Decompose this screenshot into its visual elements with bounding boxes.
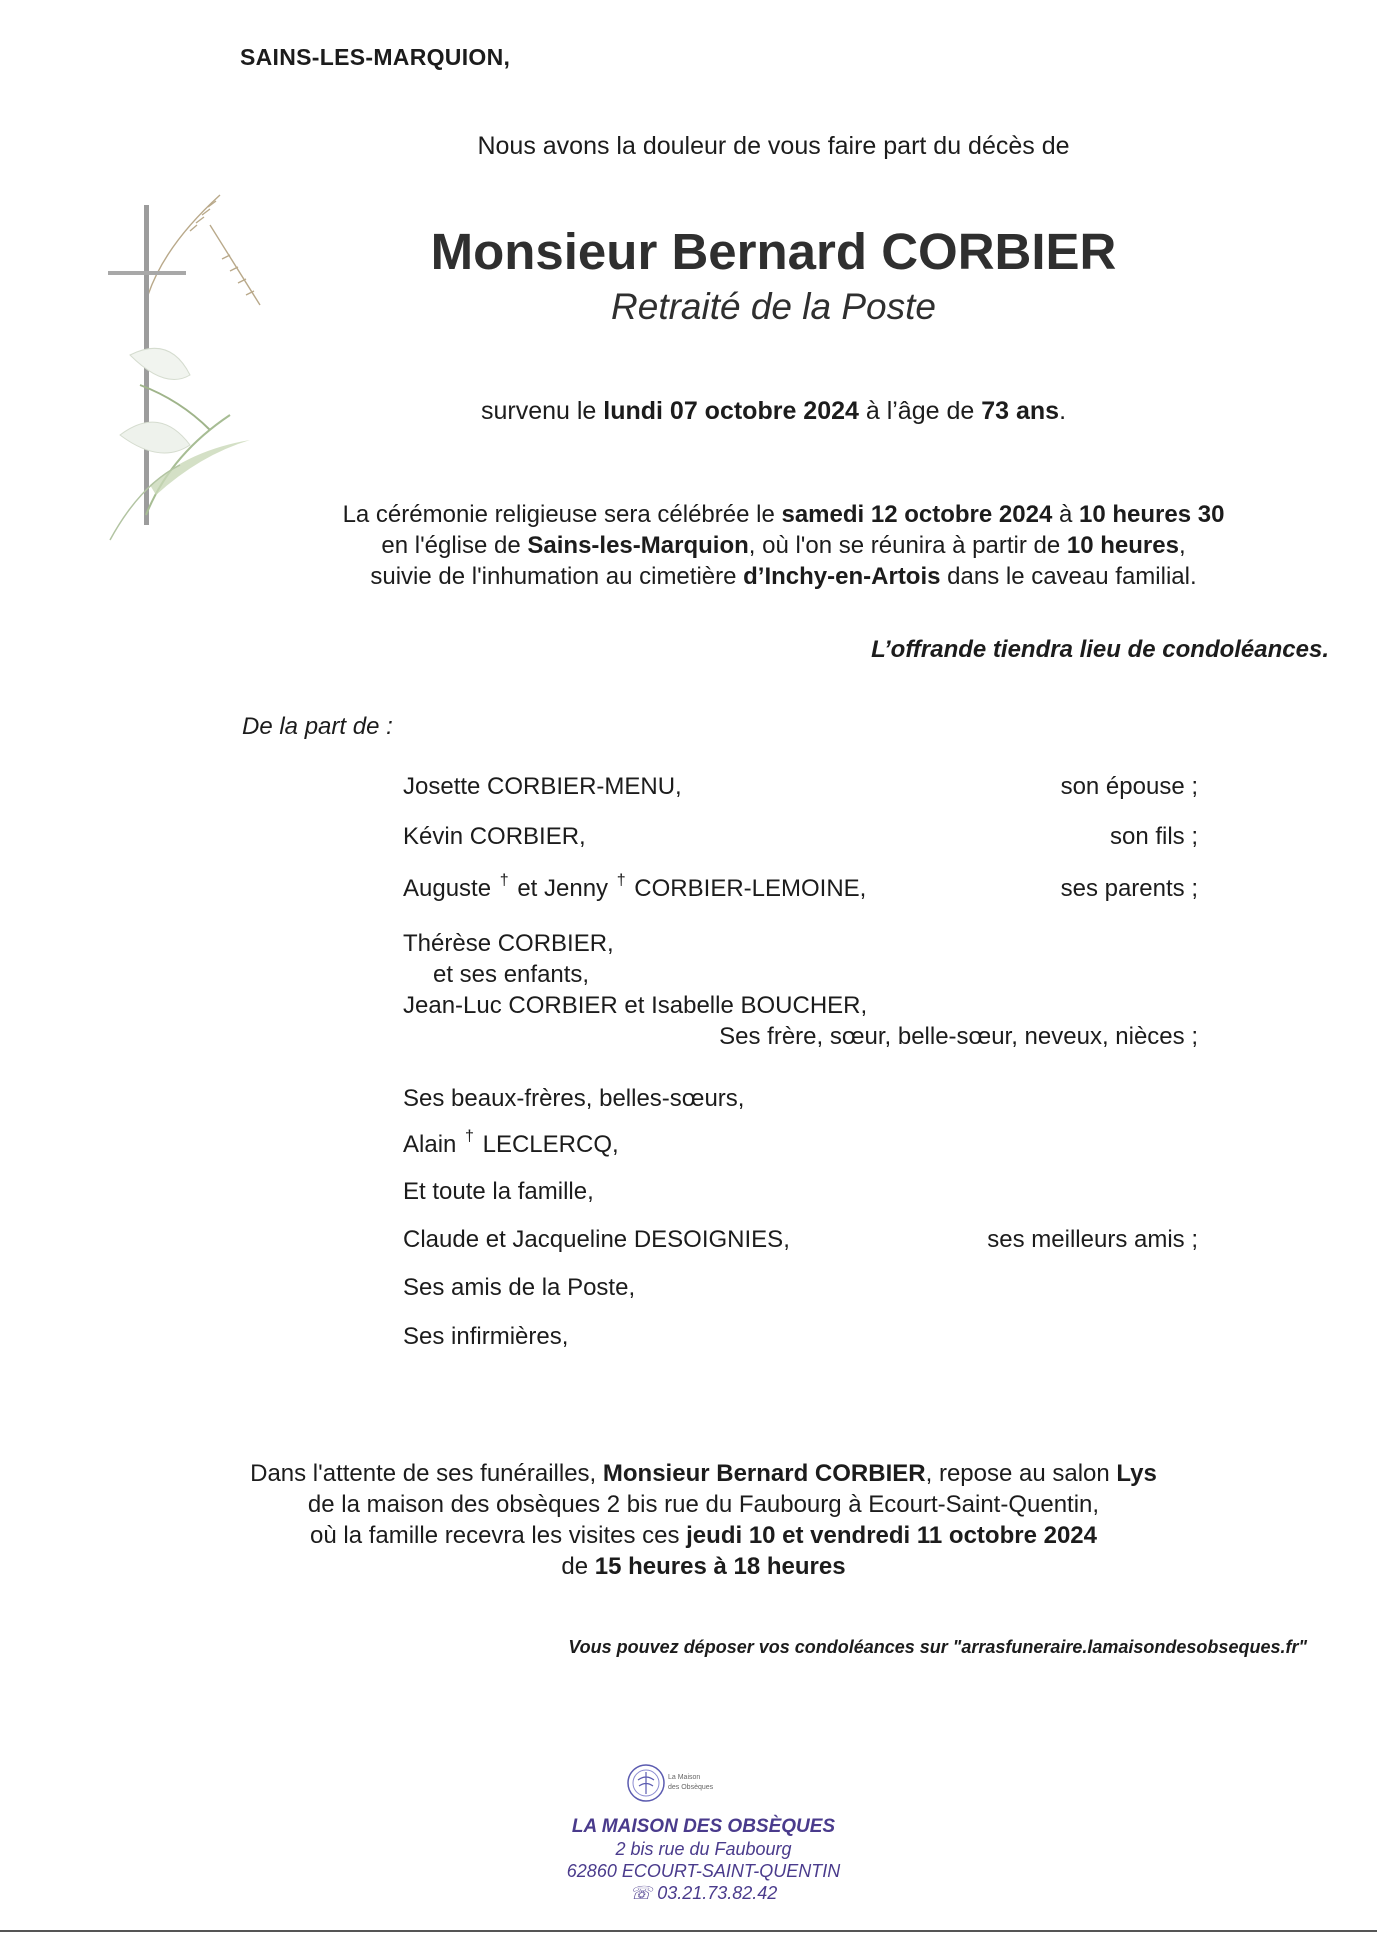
- family-name: [403, 1128, 619, 1159]
- family-relation: ses parents ;: [1060, 875, 1198, 902]
- ceremony-line-2: [190, 530, 1377, 561]
- deceased-name: Monsieur Bernard CORBIER: [430, 223, 1117, 280]
- offrande-note: L’offrande tiendra lieu de condoléances.: [871, 636, 1329, 663]
- family-row-poste: [403, 1274, 1198, 1302]
- visit-line-4: [30, 1551, 1377, 1582]
- family-name: Kévin CORBIER,: [403, 823, 586, 850]
- visit-deceased-name: Monsieur Bernard CORBIER: [602, 1460, 926, 1487]
- parents-surname: CORBIER-LEMOINE,: [627, 875, 867, 902]
- logo-text: La Maison: [668, 1774, 701, 1781]
- family-name: Thérèse CORBIER,: [403, 930, 614, 957]
- ceremony-time: 10 heures 30: [1078, 501, 1225, 528]
- ceremony-text: en l'église de: [381, 532, 528, 559]
- family-name: Jean-Luc CORBIER et Isabelle BOUCHER,: [403, 992, 868, 1019]
- visit-text: , repose au salon: [925, 1460, 1117, 1487]
- gathering-time: 10 heures: [1066, 532, 1179, 559]
- visit-line-2: de la maison des obsèques 2 bis rue du Faubourg à Ecourt-Saint-Quentin,: [307, 1491, 1100, 1518]
- family-row-famille: [403, 1178, 1198, 1206]
- family-name: Claude et Jacqueline DESOIGNIES,: [403, 1226, 790, 1253]
- funeral-visit-info: [0, 1458, 1377, 1582]
- family-name: Ses infirmières,: [403, 1323, 569, 1350]
- death-age: 73 ans: [981, 397, 1060, 425]
- parent-father: Auguste: [403, 875, 492, 902]
- ceremony-text: , où l'on se réunira à partir de: [748, 532, 1067, 559]
- logo-text: des Obsèques: [668, 1784, 714, 1791]
- deceased-cross-icon: †: [465, 1128, 474, 1145]
- family-row-infirmieres: [403, 1323, 1198, 1351]
- family-row-beaux: [403, 1085, 1198, 1113]
- alain-last: LECLERCQ,: [475, 1131, 619, 1158]
- town-header: SAINS-LES-MARQUION,: [240, 44, 511, 70]
- visit-hours: 15 heures à 18 heures: [594, 1553, 846, 1580]
- family-relation: Ses frère, sœur, belle-sœur, neveux, nièces ;: [719, 1023, 1198, 1050]
- visit-text: Dans l'attente de ses funérailles,: [250, 1460, 603, 1487]
- family-name: Ses beaux-frères, belles-sœurs,: [403, 1085, 745, 1112]
- visit-text: de: [561, 1553, 595, 1580]
- visit-dates: jeudi 10 et vendredi 11 octobre 2024: [686, 1522, 1097, 1549]
- family-row-claude: [403, 1226, 1198, 1254]
- death-middle: à l’âge de: [858, 397, 982, 425]
- page-bottom-divider: [0, 1930, 1377, 1932]
- online-condolences-note: Vous pouvez déposer vos condoléances sur "arrasfuneraire.lamaisondesobseques.fr": [568, 1637, 1307, 1657]
- family-row-parents: [403, 872, 1198, 903]
- family-name: Josette CORBIER-MENU,: [403, 773, 682, 800]
- visit-line-3: [30, 1520, 1377, 1551]
- family-row-josette: [403, 773, 1198, 801]
- funeral-home-phone: [30, 1882, 1377, 1904]
- visit-text: où la famille recevra les visites ces: [310, 1522, 687, 1549]
- ceremony-line-3: [190, 561, 1377, 592]
- alain-first: Alain: [403, 1131, 457, 1158]
- funeral-home-logo: [626, 1762, 726, 1804]
- phone-number: 03.21.73.82.42: [652, 1883, 778, 1903]
- family-relation: son fils ;: [1109, 823, 1198, 850]
- death-prefix: survenu le: [480, 397, 604, 425]
- from-label: De la part de :: [242, 713, 393, 740]
- parent-mother: et Jenny: [510, 875, 609, 902]
- family-row-kevin: [403, 823, 1198, 851]
- ceremony-text: ,: [1178, 532, 1186, 559]
- family-name: Et toute la famille,: [403, 1178, 594, 1205]
- family-name: Ses amis de la Poste,: [403, 1274, 636, 1301]
- visit-line-1: [30, 1458, 1377, 1489]
- ceremony-text: dans le caveau familial.: [940, 563, 1197, 590]
- death-suffix: .: [1059, 397, 1067, 425]
- family-relation: son épouse ;: [1060, 773, 1198, 800]
- deceased-occupation: Retraité de la Poste: [611, 286, 936, 327]
- funeral-home-name: LA MAISON DES OBSÈQUES: [571, 1816, 836, 1837]
- death-date: lundi 07 octobre 2024: [603, 397, 859, 425]
- family-relation: ses meilleurs amis ;: [987, 1226, 1198, 1253]
- death-info: [0, 397, 1377, 426]
- family-row-alain: [403, 1128, 1198, 1159]
- phone-icon: ☏: [629, 1883, 653, 1903]
- funeral-home-contact: [0, 1816, 1377, 1904]
- ceremony-text: La cérémonie religieuse sera célébrée le: [342, 501, 782, 528]
- cemetery-place: d’Inchy-en-Artois: [743, 563, 941, 590]
- ceremony-text: suivie de l'inhumation au cimetière: [370, 563, 744, 590]
- ceremony-line-1: [190, 499, 1377, 530]
- ceremony-text: à: [1052, 501, 1079, 528]
- ceremony-church: Sains-les-Marquion: [527, 532, 749, 559]
- ceremony-date: samedi 12 octobre 2024: [781, 501, 1053, 528]
- deceased-cross-icon: †: [616, 872, 626, 889]
- family-name: et ses enfants,: [433, 961, 590, 988]
- funeral-home-street: 2 bis rue du Faubourg: [615, 1839, 792, 1859]
- salon-name: Lys: [1116, 1460, 1157, 1487]
- family-name: [403, 872, 867, 903]
- ceremony-info: [0, 499, 1377, 592]
- funeral-home-city: 62860 ECOURT-SAINT-QUENTIN: [566, 1861, 841, 1881]
- intro-text: Nous avons la douleur de vous faire part du décès de: [477, 132, 1070, 160]
- family-row-therese: [403, 928, 1198, 1052]
- deceased-cross-icon: †: [499, 872, 509, 889]
